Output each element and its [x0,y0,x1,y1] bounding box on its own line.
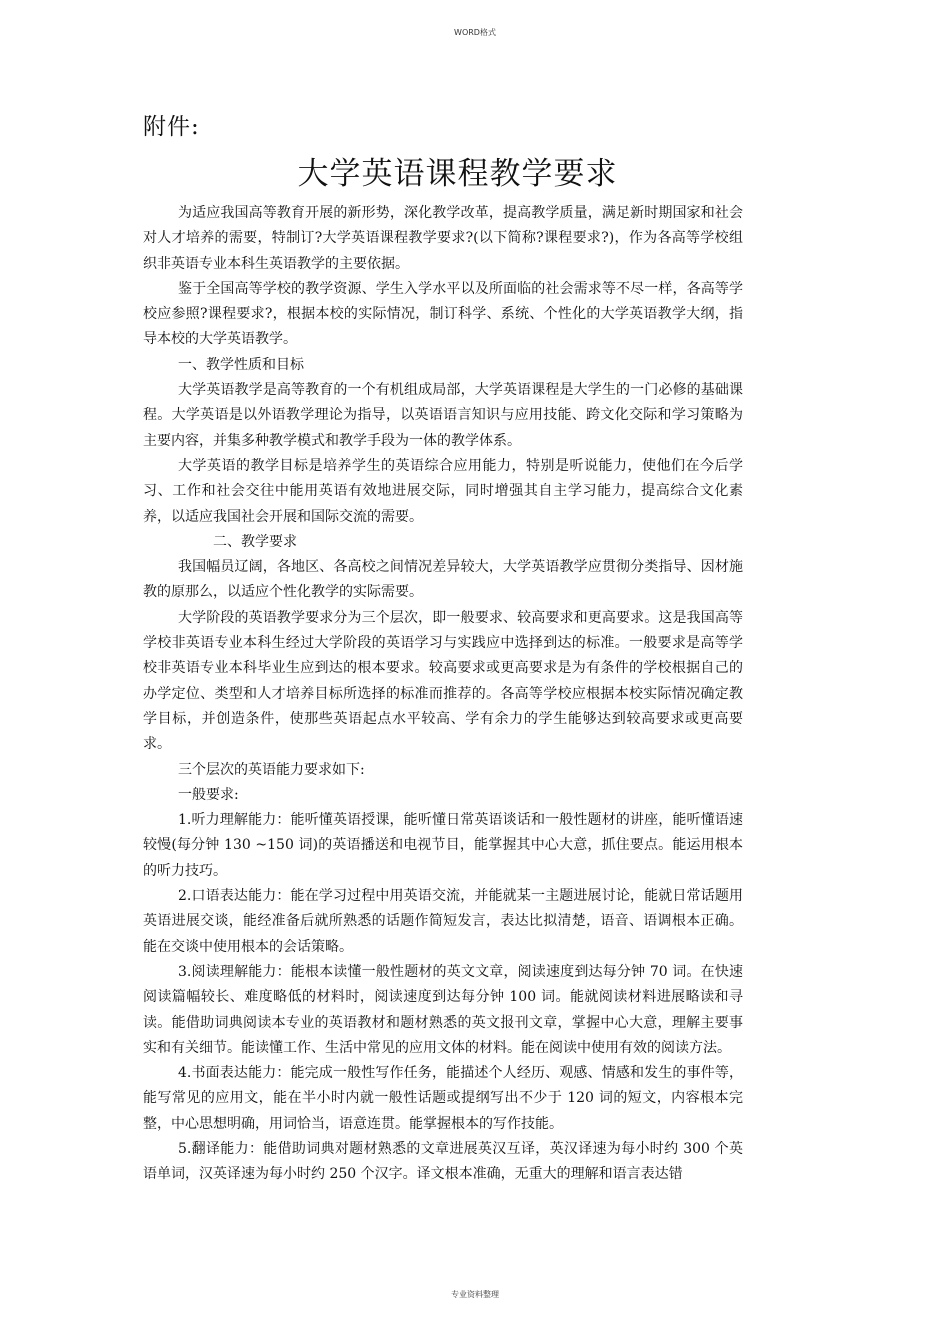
paragraph: 三个层次的英语能力要求如下: [178,761,365,778]
paragraph: 鉴于全国高等学校的教学资源、学生入学水平以及所面临的社会需求等不尽一样，各高等学校应参照?课程要求?，根据本校的实际情况，制订科学、系统、个性化的大学英语教学大纲，指导本校的大学英语教学。 [143,280,743,348]
document-title: 大学英语课程教学要求 [297,156,618,192]
list-item: 1.听力理解能力：能听懂英语授课，能听懂日常英语谈话和一般性题材的讲座，能听懂语速较慢(每分钟 130 ~150 词)的英语播送和电视节目，能掌握其中心大意，抓住要点。能运用根本的听力技巧。 [143,812,743,879]
list-item: 3.阅读理解能力：能根本读懂一般性题材的英文文章，阅读速度到达每分钟 70 词。在快速阅读篇幅较长、难度略低的材料时，阅读速度到达每分钟 100 词。能就阅读材料进展略读和寻读。能借助词典阅读本专业的英语教材和题材熟悉的英文报刊文章，掌握中心大意，理解主要事实和有关细节。能读懂工作、生活中常见的应用文体的材料。能在阅读中使用有效的阅读方法。 [143,963,743,1056]
section-heading: 一、教学性质和目标 [178,356,304,373]
paragraph: 我国幅员辽阔，各地区、各高校之间情况差异较大，大学英语教学应贯彻分类指导、因材施教的原那么，以适应个性化教学的实际需要。 [143,559,743,601]
list-item: 5.翻译能力：能借助词典对题材熟悉的文章进展英汉互译，英汉译速为每小时约 300 个英语单词，汉英译速为每小时约 250 个汉字。译文根本准确，无重大的理解和语言表达错 [143,1140,743,1183]
attachment-label: 附件: [143,114,200,140]
paragraph: 大学英语教学是高等教育的一个有机组成局部，大学英语课程是大学生的一门必修的基础课程。大学英语是以外语教学理论为指导，以英语语言知识与应用技能、跨文化交际和学习策略为主要内容，并集多种教学模式和教学手段为一体的教学体系。 [143,382,743,449]
section-heading: 二、教学要求 [213,533,297,550]
paragraph: 大学阶段的英语教学要求分为三个层次，即一般要求、较高要求和更高要求。这是我国高等学校非英语专业本科生经过大学阶段的英语学习与实践应中选择到达的标准。一般要求是高等学校非英语专业本科毕业生应到达的根本要求。较高要求或更高要求是为有条件的学校根据自己的办学定位、类型和人才培养目标所选择的标准而推荐的。各高等学校应根据本校实际情况确定教学目标，并创造条件，使那些英语起点水平较高、学有余力的学生能够达到较高要求或更高要求。 [143,609,743,753]
page-header: WORD格式 [454,28,496,37]
page-footer: 专业资料整理 [451,1290,499,1299]
subheading: 一般要求: [178,786,239,803]
document-body [143,201,743,1188]
paragraph: 为适应我国高等教育开展的新形势，深化教学改革，提高教学质量，满足新时期国家和社会对人才培养的需要，特制订?大学英语课程教学要求?(以下简称?课程要求?)，作为各高等学校组织非英语专业本科生英语教学的主要依据。 [143,205,743,272]
list-item: 4.书面表达能力：能完成一般性写作任务，能描述个人经历、观感、情感和发生的事件等，能写常见的应用文，能在半小时内就一般性话题或提纲写出不少于 120 词的短文，内容根本完整，中心思想明确，用词恰当，语意连贯。能掌握根本的写作技能。 [143,1065,743,1132]
list-item: 2.口语表达能力：能在学习过程中用英语交流，并能就某一主题进展讨论，能就日常话题用英语进展交谈，能经准备后就所熟悉的话题作简短发言，表达比拟清楚，语音、语调根本正确。能在交谈中使用根本的会话策略。 [143,888,743,955]
paragraph: 大学英语的教学目标是培养学生的英语综合应用能力，特别是听说能力，使他们在今后学习、工作和社会交往中能用英语有效地进展交际，同时增强其自主学习能力，提高综合文化素养，以适应我国社会开展和国际交流的需要。 [143,457,743,525]
